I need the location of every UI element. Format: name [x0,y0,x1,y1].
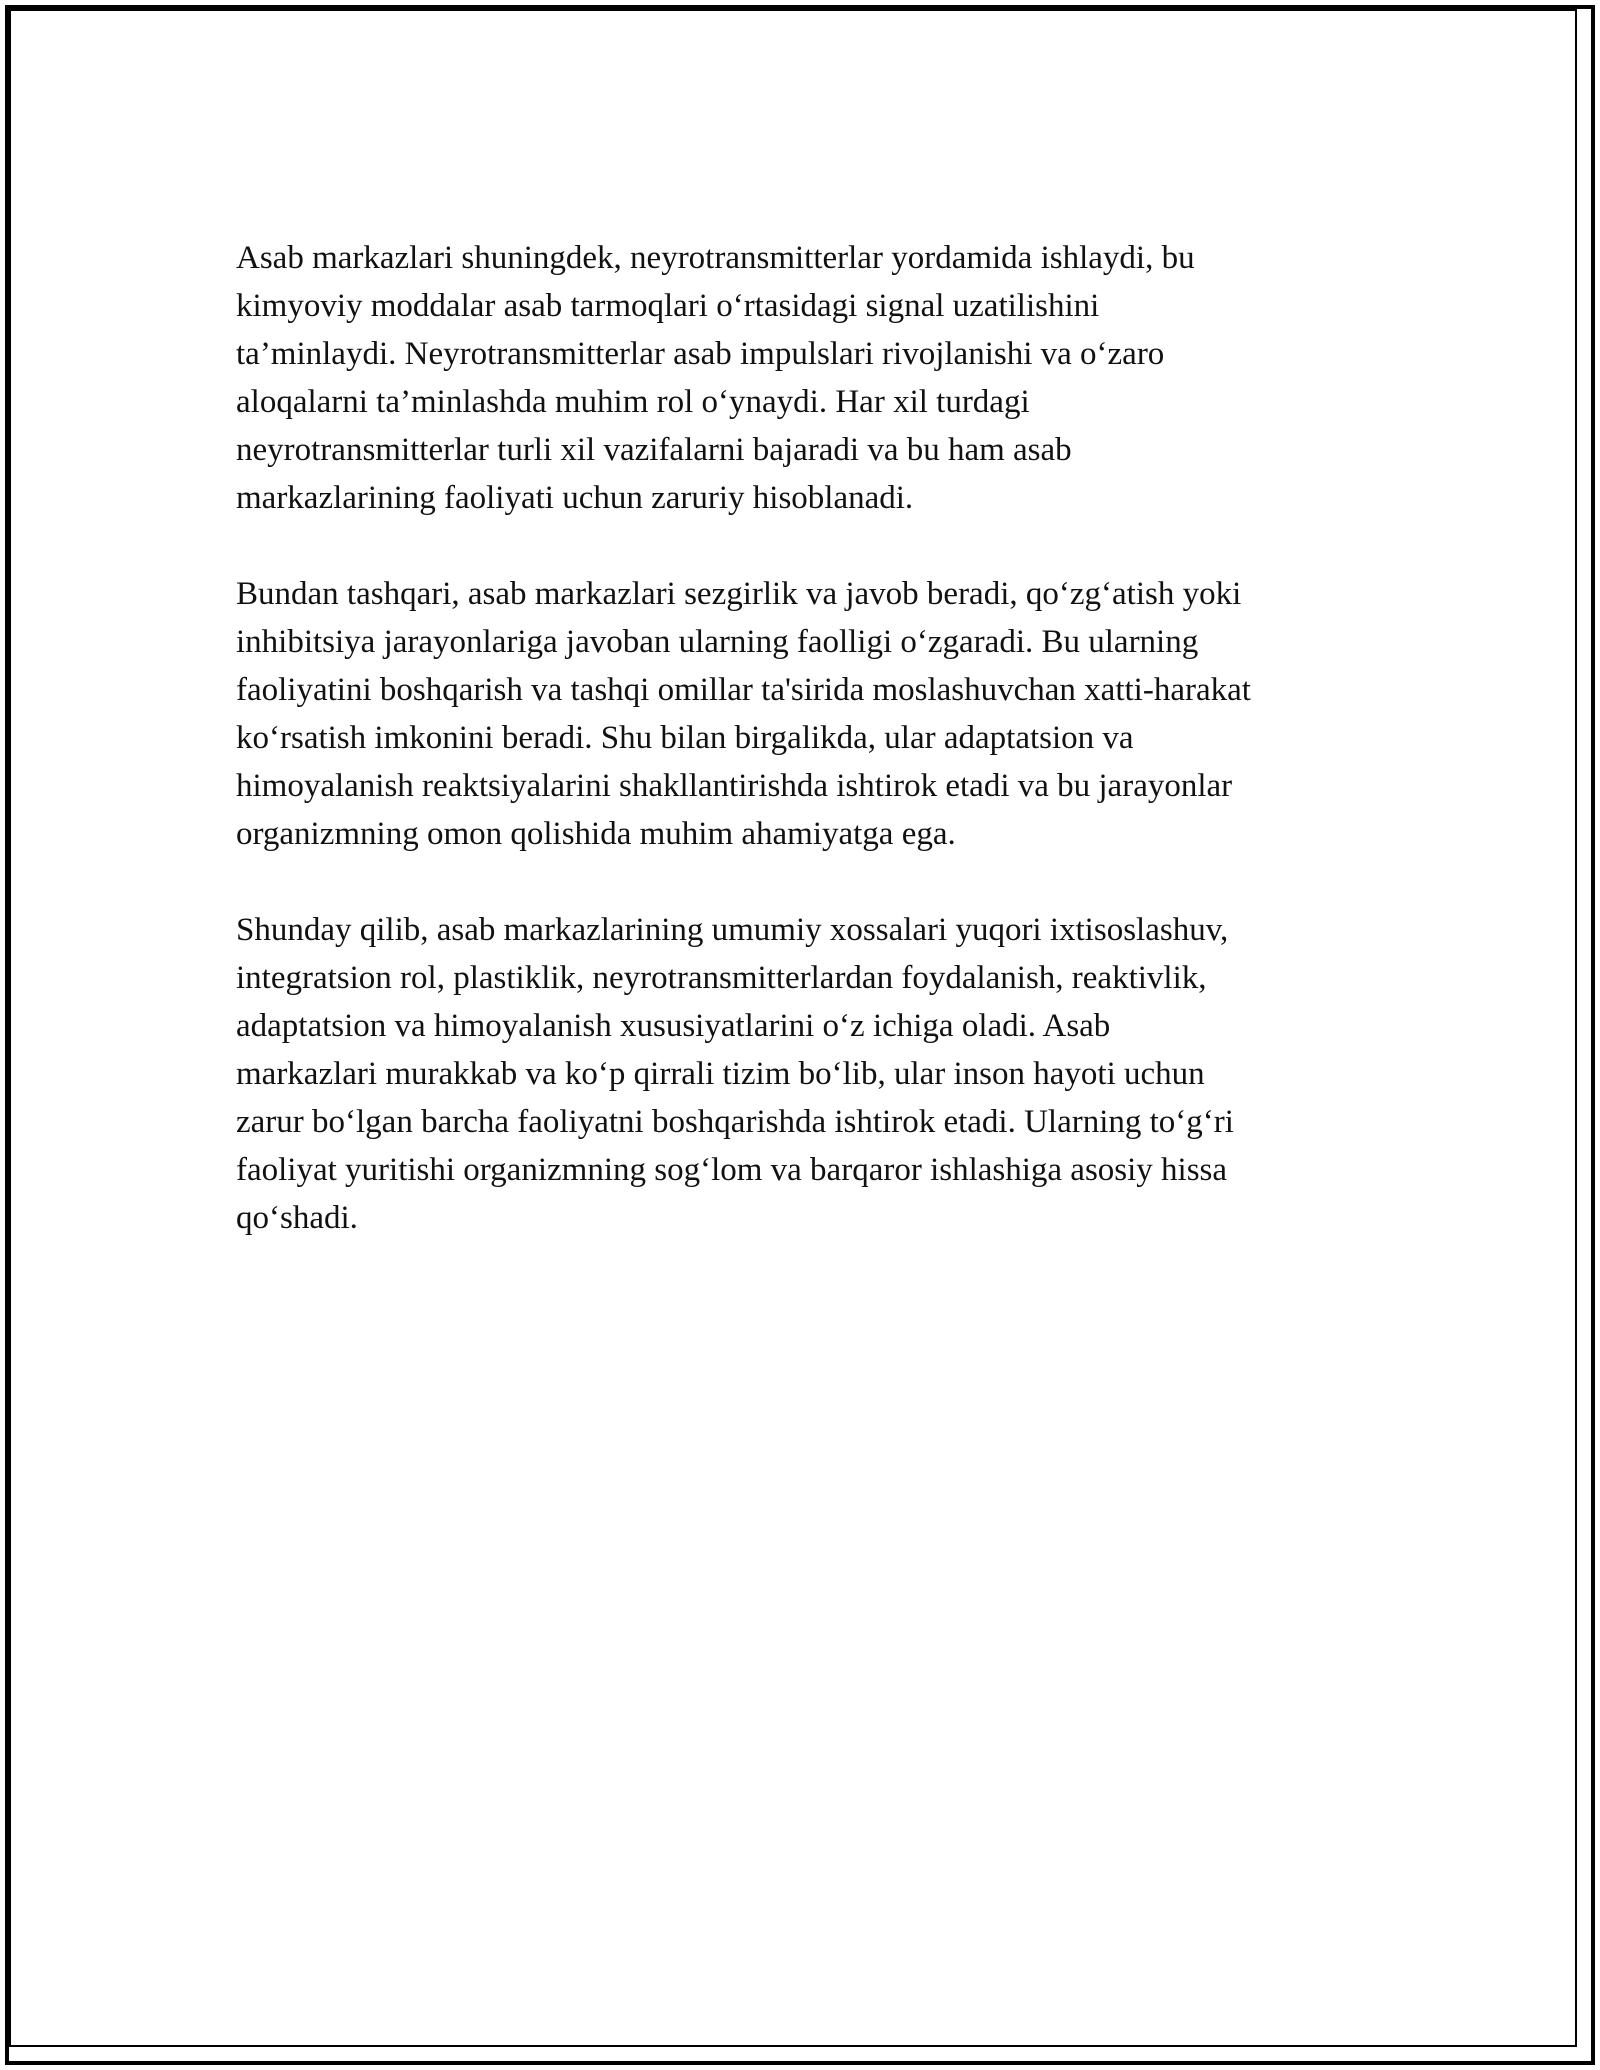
text-line: inhibitsiya jarayonlariga javoban ularning faolligi o‘zgaradi. Bu ularning [236,624,1199,660]
text-line: Bundan tashqari, asab markazlari sezgirlik va javob beradi, qo‘zg‘atish yoki [236,576,1242,612]
text-line: neyrotransmitterlar turli xil vazifalarni bajaradi va bu ham asab [236,432,1072,468]
text-line: Shunday qilib, asab markazlarining umumiy xossalari yuqori ixtisoslashuv, [236,912,1229,948]
text-line: Asab markazlari shuningdek, neyrotransmitterlar yordamida ishlaydi, bu [236,240,1195,276]
text-line: kimyoviy moddalar asab tarmoqlari o‘rtasidagi signal uzatilishini [236,288,1100,324]
text-line: ta’minlaydi. Neyrotransmitterlar asab impulslari rivojlanishi va o‘zaro [236,336,1165,372]
text-line: ko‘rsatish imkonini beradi. Shu bilan birgalikda, ular adaptatsion va [236,720,1134,756]
text-line: zarur bo‘lgan barcha faoliyatni boshqarishda ishtirok etadi. Ularning to‘g‘ri [236,1104,1234,1140]
text-line: qo‘shadi. [236,1200,358,1236]
text-line: aloqalarni ta’minlashda muhim rol o‘ynaydi. Har xil turdagi [236,384,1030,420]
paragraph-2 [236,570,1384,858]
paragraph-3 [236,906,1384,1242]
text-line: markazlarining faoliyati uchun zaruriy hisoblanadi. [236,480,914,516]
paragraph-1 [236,234,1384,522]
text-line: organizmning omon qolishida muhim ahamiyatga ega. [236,816,956,852]
text-line: faoliyatini boshqarish va tashqi omillar ta'sirida moslashuvchan xatti-harakat [236,672,1251,708]
document-body [236,234,1384,1290]
text-line: integratsion rol, plastiklik, neyrotransmitterlardan foydalanish, reaktivlik, [236,960,1207,996]
text-line: himoyalanish reaktsiyalarini shakllantirishda ishtirok etadi va bu jarayonlar [236,768,1233,804]
text-line: markazlari murakkab va ko‘p qirrali tizim bo‘lib, ular inson hayoti uchun [236,1056,1205,1092]
text-line: adaptatsion va himoyalanish xususiyatlarini o‘z ichiga oladi. Asab [236,1008,1111,1044]
text-line: faoliyat yuritishi organizmning sog‘lom va barqaror ishlashiga asosiy hissa [236,1152,1228,1188]
